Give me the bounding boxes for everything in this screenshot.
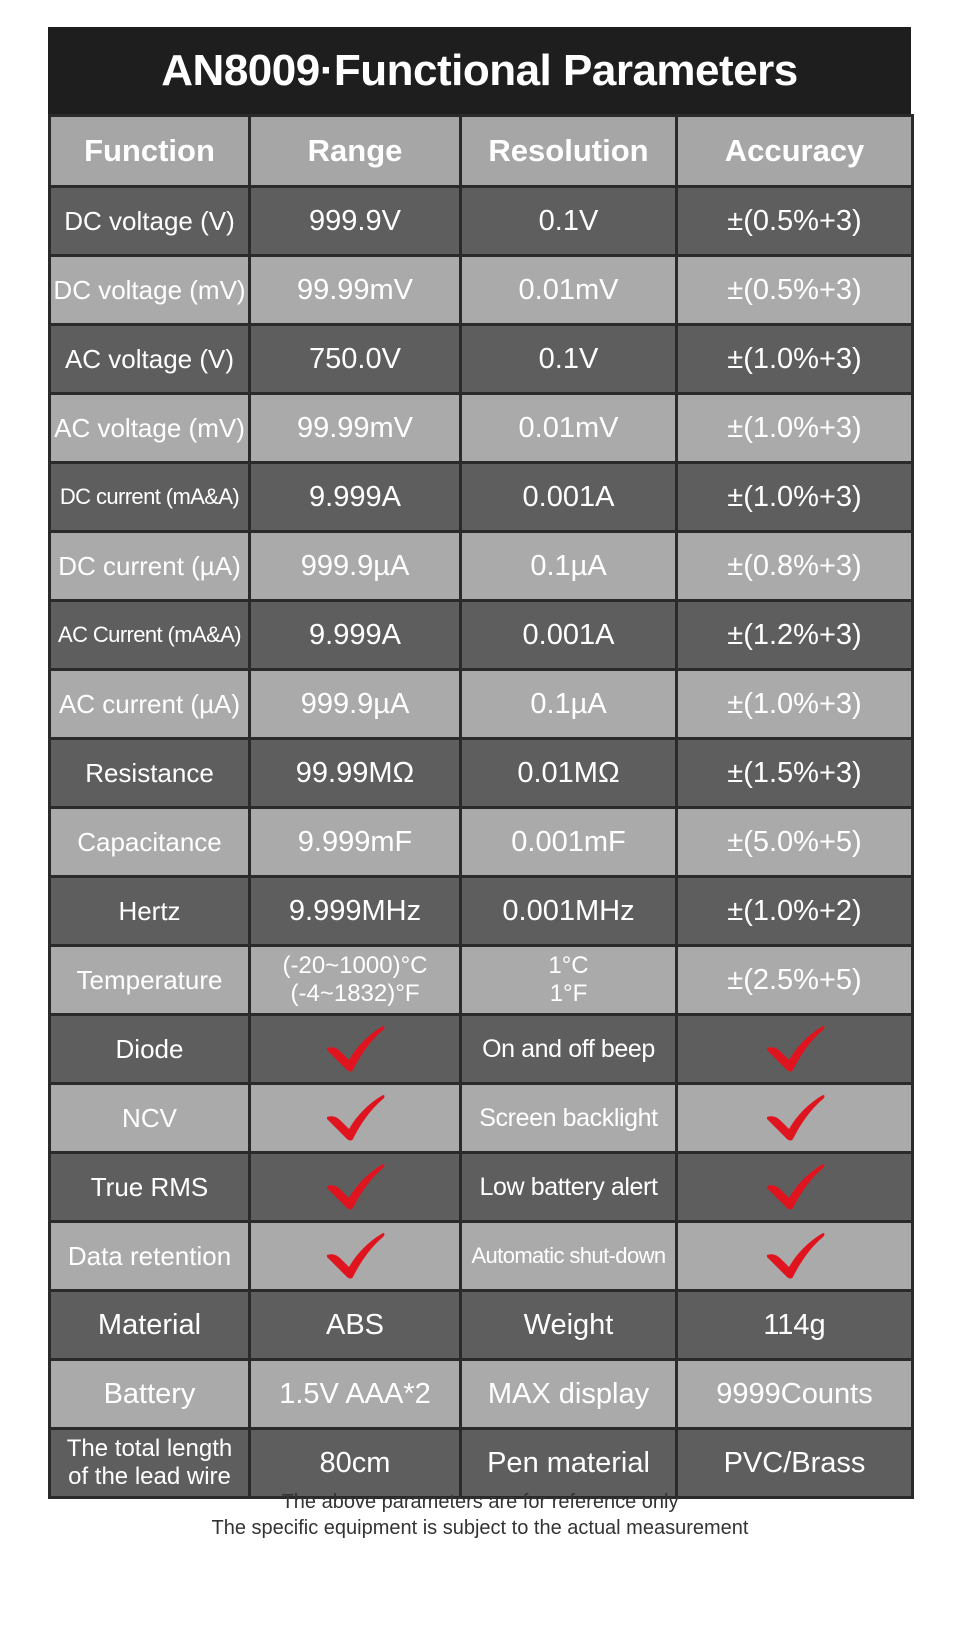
resolution-cell: 0.1V (461, 187, 677, 256)
function-cell: DC current (µA) (50, 532, 250, 601)
resolution-cell: 0.001A (461, 463, 677, 532)
resolution-cell: 0.01MΩ (461, 739, 677, 808)
accuracy-cell: ±(1.2%+3) (677, 601, 913, 670)
lead-length-value: 80cm (250, 1429, 461, 1498)
table-row-temperature (50, 946, 913, 1015)
resolution-cell: 0.01mV (461, 256, 677, 325)
feature-label: Automatic shut-down (461, 1222, 677, 1291)
resolution-cell: 0.1µA (461, 670, 677, 739)
info-label: Battery (50, 1360, 250, 1429)
feature-check (250, 1153, 461, 1222)
checkmark-icon (323, 1162, 387, 1212)
footnote-1: The above parameters are for reference only (281, 1491, 679, 1513)
range-fahrenheit: (-4~1832)°F (290, 980, 420, 1007)
function-cell: AC voltage (mV) (50, 394, 250, 463)
range-cell: 9.999mF (250, 808, 461, 877)
function-cell: Resistance (50, 739, 250, 808)
resolution-celsius: 1°C (548, 952, 589, 979)
range-cell: 99.99mV (250, 256, 461, 325)
resolution-cell: 0.1µA (461, 532, 677, 601)
function-cell: AC voltage (V) (50, 325, 250, 394)
resolution-cell: 0.001A (461, 601, 677, 670)
accuracy-cell: ±(1.0%+3) (677, 463, 913, 532)
accuracy-cell: ±(0.8%+3) (677, 532, 913, 601)
feature-row (50, 1222, 913, 1291)
lead-label-line1: The total length (66, 1435, 233, 1462)
info-value: ABS (250, 1291, 461, 1360)
checkmark-icon (323, 1231, 387, 1281)
range-cell: 9.999MHz (250, 877, 461, 946)
info-label: Material (50, 1291, 250, 1360)
range-cell: 99.99MΩ (250, 739, 461, 808)
footnote-2: The specific equipment is subject to the actual measurement (211, 1517, 749, 1539)
feature-check (677, 1015, 913, 1084)
table-row (50, 463, 913, 532)
table-row (50, 601, 913, 670)
checkmark-icon (763, 1231, 827, 1281)
feature-label: True RMS (50, 1153, 250, 1222)
function-cell: Capacitance (50, 808, 250, 877)
range-cell: 99.99mV (250, 394, 461, 463)
resolution-cell: 0.1V (461, 325, 677, 394)
checkmark-icon (763, 1024, 827, 1074)
table-row (50, 877, 913, 946)
feature-label: On and off beep (461, 1015, 677, 1084)
lead-label-line2: of the lead wire (68, 1463, 231, 1490)
table-row (50, 808, 913, 877)
feature-label: Screen backlight (461, 1084, 677, 1153)
accuracy-cell: ±(1.5%+3) (677, 739, 913, 808)
feature-check (250, 1222, 461, 1291)
range-cell: 9.999A (250, 463, 461, 532)
function-cell: DC voltage (V) (50, 187, 250, 256)
info-label: Weight (461, 1291, 677, 1360)
header-row (50, 116, 913, 187)
feature-label: Data retention (50, 1222, 250, 1291)
function-cell: AC Current (mA&A) (50, 601, 250, 670)
header-function: Function (50, 116, 250, 187)
range-cell: 999.9V (250, 187, 461, 256)
accuracy-cell: ±(0.5%+3) (677, 187, 913, 256)
info-row (50, 1291, 913, 1360)
range-cell: 750.0V (250, 325, 461, 394)
info-label: MAX display (461, 1360, 677, 1429)
feature-label: NCV (50, 1084, 250, 1153)
function-cell: DC voltage (mV) (50, 256, 250, 325)
checkmark-icon (763, 1162, 827, 1212)
table-row (50, 532, 913, 601)
range-cell (250, 946, 461, 1015)
accuracy-cell: ±(1.0%+3) (677, 670, 913, 739)
parameters-table (48, 114, 914, 1499)
feature-row (50, 1084, 913, 1153)
info-value: 1.5V AAA*2 (250, 1360, 461, 1429)
info-row-lead (50, 1429, 913, 1498)
accuracy-cell: ±(0.5%+3) (677, 256, 913, 325)
table-row (50, 187, 913, 256)
function-cell: Temperature (50, 946, 250, 1015)
pen-material-label: Pen material (461, 1429, 677, 1498)
feature-check (677, 1153, 913, 1222)
feature-row (50, 1015, 913, 1084)
accuracy-cell: ±(1.0%+2) (677, 877, 913, 946)
info-value: 9999Counts (677, 1360, 913, 1429)
feature-check (677, 1222, 913, 1291)
table-row (50, 739, 913, 808)
info-value: 114g (677, 1291, 913, 1360)
feature-label: Diode (50, 1015, 250, 1084)
function-cell: Hertz (50, 877, 250, 946)
feature-label: Low battery alert (461, 1153, 677, 1222)
resolution-cell (461, 946, 677, 1015)
function-cell: DC current (mA&A) (50, 463, 250, 532)
accuracy-cell: ±(5.0%+5) (677, 808, 913, 877)
resolution-fahrenheit: 1°F (549, 980, 588, 1007)
checkmark-icon (323, 1024, 387, 1074)
table-row (50, 394, 913, 463)
feature-check (250, 1015, 461, 1084)
accuracy-cell: ±(1.0%+3) (677, 325, 913, 394)
resolution-cell: 0.01mV (461, 394, 677, 463)
range-cell: 999.9µA (250, 532, 461, 601)
parameter-sheet (48, 27, 911, 1499)
range-cell: 999.9µA (250, 670, 461, 739)
checkmark-icon (763, 1093, 827, 1143)
checkmark-icon (323, 1093, 387, 1143)
pen-material-value: PVC/Brass (677, 1429, 913, 1498)
page-title: AN8009·Functional Parameters (48, 27, 911, 114)
function-cell: AC current (µA) (50, 670, 250, 739)
range-cell: 9.999A (250, 601, 461, 670)
feature-check (677, 1084, 913, 1153)
lead-length-label (50, 1429, 250, 1498)
header-resolution: Resolution (461, 116, 677, 187)
table-row (50, 325, 913, 394)
table-row (50, 256, 913, 325)
header-accuracy: Accuracy (677, 116, 913, 187)
range-celsius: (-20~1000)°C (282, 952, 428, 979)
table-row (50, 670, 913, 739)
header-range: Range (250, 116, 461, 187)
feature-check (250, 1084, 461, 1153)
resolution-cell: 0.001mF (461, 808, 677, 877)
resolution-cell: 0.001MHz (461, 877, 677, 946)
info-row (50, 1360, 913, 1429)
accuracy-cell: ±(2.5%+5) (677, 946, 913, 1015)
feature-row (50, 1153, 913, 1222)
accuracy-cell: ±(1.0%+3) (677, 394, 913, 463)
